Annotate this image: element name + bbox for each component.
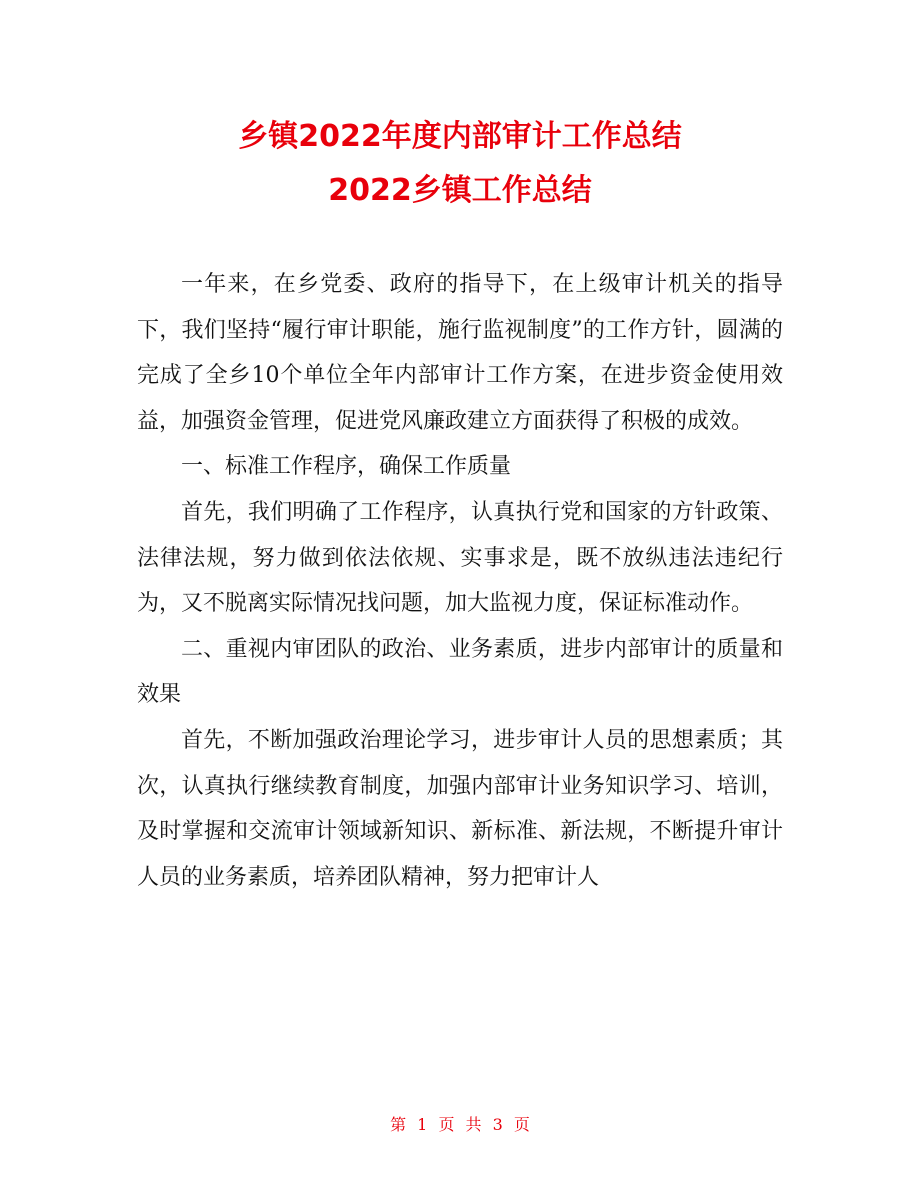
paragraph-section-2: 首先，不断加强政治理论学习，进步审计人员的思想素质；其次，认真执行继续教育制度，加强内部审计业务知识学习、培训，及时掌握和交流审计领域新知识、新标准、新法规，不断提升审计人员的业务素质，培养团队精神，努力把审计人 bbox=[137, 727, 783, 890]
title-block bbox=[0, 110, 920, 218]
document-subtitle: 2022乡镇工作总结 bbox=[328, 173, 592, 208]
section-heading-2: 二、重视内审团队的政治、业务素质，进步内部审计的质量和效果 bbox=[137, 636, 783, 708]
document-body bbox=[137, 262, 783, 900]
paragraph-intro: 一年来，在乡党委、政府的指导下，在上级审计机关的指导下，我们坚持“履行审计职能，施行监视制度”的工作方针，圆满的完成了全乡10个单位全年内部审计工作方案，在进步资金使用效益，加强资金管理，促进党风廉政建立方面获得了积极的成效。 bbox=[137, 272, 783, 434]
paragraph-section-1: 首先，我们明确了工作程序，认真执行党和国家的方针政策、法律法规，努力做到依法依规、实事求是，既不放纵违法违纪行为，又不脱离实际情况找问题，加大监视力度，保证标准动作。 bbox=[137, 499, 783, 617]
document-title: 乡镇2022年度内部审计工作总结 bbox=[238, 119, 682, 154]
page-number-footer: 第 1 页 共 3 页 bbox=[390, 1115, 530, 1134]
section-heading-1: 一、标准工作程序，确保工作质量 bbox=[181, 454, 512, 480]
